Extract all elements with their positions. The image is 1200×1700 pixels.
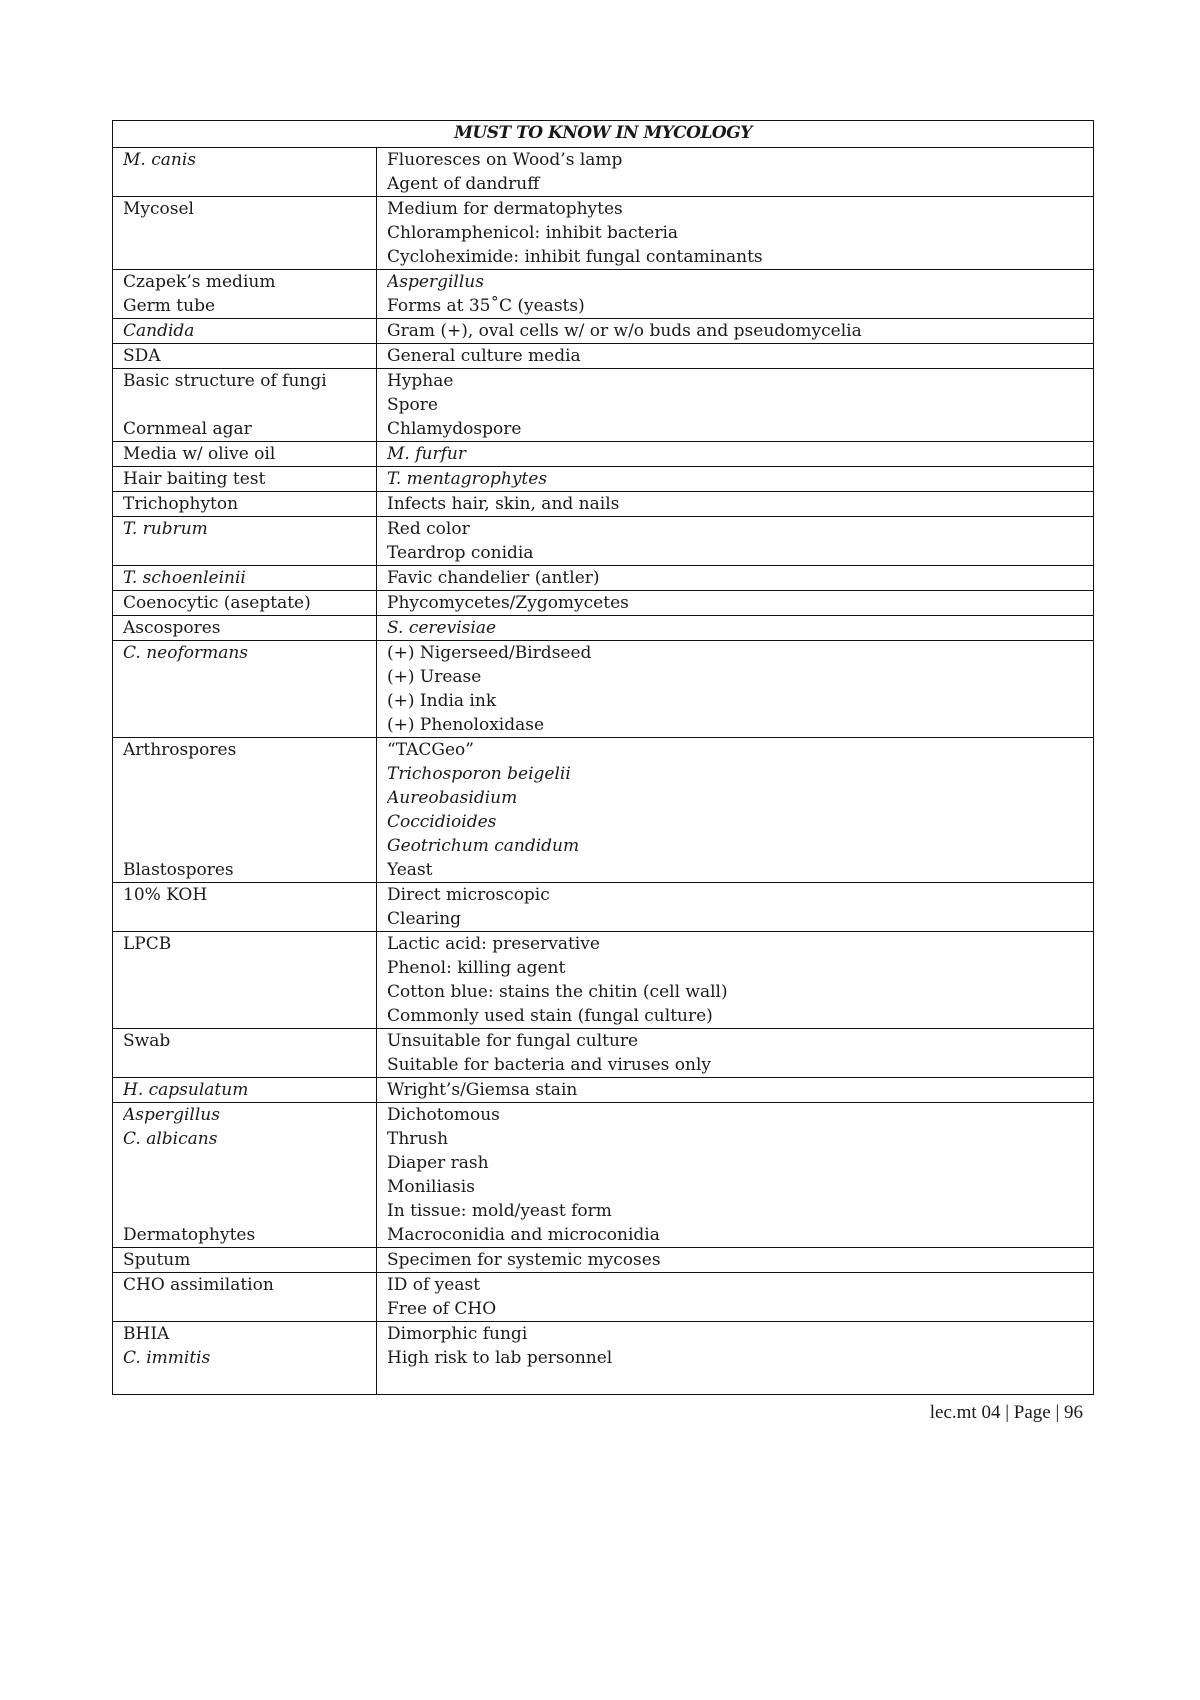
cell-line: Aspergillus (123, 1105, 220, 1125)
cell-line: (+) Phenoloxidase (387, 715, 545, 735)
table-row (113, 1273, 1094, 1322)
cell-line: C. neoformans (123, 643, 249, 663)
description-cell (377, 197, 1094, 270)
table-row (113, 270, 1094, 319)
table-row (113, 442, 1094, 467)
term-cell (113, 467, 377, 492)
table-row (113, 467, 1094, 492)
cell-line: Media w/ olive oil (123, 444, 276, 464)
cell-line: Forms at 35˚C (yeasts) (387, 296, 585, 316)
cell-line: Lactic acid: preservative (387, 934, 600, 954)
term-cell (113, 1322, 377, 1395)
cell-line: BHIA (123, 1324, 170, 1344)
description-cell (377, 344, 1094, 369)
table-row (113, 883, 1094, 932)
cell-line: Cycloheximide: inhibit fungal contaminants (387, 247, 763, 267)
term-cell (113, 197, 377, 270)
table-body (113, 148, 1094, 1395)
description-cell (377, 270, 1094, 319)
description-cell (377, 1248, 1094, 1273)
cell-line: Coccidioides (387, 812, 497, 832)
cell-line: Dichotomous (387, 1105, 500, 1125)
table-row (113, 738, 1094, 883)
cell-line: M. furfur (387, 444, 466, 464)
table-row (113, 641, 1094, 738)
table-row (113, 1322, 1094, 1395)
cell-line: Chlamydospore (387, 419, 522, 439)
cell-line: Dimorphic fungi (387, 1324, 528, 1344)
term-cell (113, 319, 377, 344)
cell-line: T. rubrum (123, 519, 208, 539)
cell-line (123, 762, 366, 786)
page-footer: lec.mt 04 | Page | 96 (929, 1402, 1083, 1423)
cell-line: Specimen for systemic mycoses (387, 1250, 661, 1270)
cell-line: Medium for dermatophytes (387, 199, 623, 219)
cell-line: LPCB (123, 934, 172, 954)
table-row (113, 344, 1094, 369)
cell-line: Red color (387, 519, 470, 539)
table-row (113, 1248, 1094, 1273)
cell-line (123, 834, 366, 858)
term-cell (113, 1103, 377, 1248)
description-cell (377, 591, 1094, 616)
term-cell (113, 1273, 377, 1322)
cell-line: Chloramphenicol: inhibit bacteria (387, 223, 679, 243)
cell-line (123, 786, 366, 810)
cell-line: Sputum (123, 1250, 191, 1270)
table-row (113, 319, 1094, 344)
term-cell (113, 566, 377, 591)
cell-line: SDA (123, 346, 161, 366)
term-cell (113, 1248, 377, 1273)
table-row (113, 1103, 1094, 1248)
cell-line: Gram (+), oval cells w/ or w/o buds and pseudomycelia (387, 321, 862, 341)
description-cell (377, 1078, 1094, 1103)
table-row (113, 369, 1094, 442)
cell-line: Fluoresces on Wood’s lamp (387, 150, 623, 170)
term-cell (113, 883, 377, 932)
cell-line: Trichosporon beigelii (387, 764, 571, 784)
table-row (113, 566, 1094, 591)
description-cell (377, 1103, 1094, 1248)
cell-line: Basic structure of fungi (123, 371, 327, 391)
term-cell (113, 344, 377, 369)
cell-line: Aureobasidium (387, 788, 518, 808)
cell-line: (+) India ink (387, 691, 497, 711)
term-cell (113, 641, 377, 738)
cell-line: T. schoenleinii (123, 568, 246, 588)
cell-line: Clearing (387, 909, 462, 929)
cell-line: Diaper rash (387, 1153, 489, 1173)
cell-line: CHO assimilation (123, 1275, 274, 1295)
cell-line: Moniliasis (387, 1177, 475, 1197)
cell-line: Dermatophytes (123, 1225, 256, 1245)
term-cell (113, 932, 377, 1029)
cell-line: H. capsulatum (123, 1080, 249, 1100)
cell-line: Aspergillus (387, 272, 484, 292)
cell-line: T. mentagrophytes (387, 469, 548, 489)
cell-line: Wright’s/Giemsa stain (387, 1080, 578, 1100)
description-cell (377, 641, 1094, 738)
description-cell (377, 148, 1094, 197)
description-cell (377, 467, 1094, 492)
description-cell (377, 517, 1094, 566)
cell-line: General culture media (387, 346, 581, 366)
description-cell (377, 932, 1094, 1029)
cell-line: S. cerevisiae (387, 618, 497, 638)
cell-line: Mycosel (123, 199, 194, 219)
cell-line: Cornmeal agar (123, 419, 252, 439)
cell-line: Hair baiting test (123, 469, 266, 489)
cell-line: Unsuitable for fungal culture (387, 1031, 639, 1051)
table-row (113, 1029, 1094, 1078)
cell-line: (+) Urease (387, 667, 482, 687)
cell-line (123, 393, 366, 417)
description-cell (377, 1273, 1094, 1322)
table-row (113, 148, 1094, 197)
cell-line: High risk to lab personnel (387, 1348, 613, 1368)
cell-line: Suitable for bacteria and viruses only (387, 1055, 711, 1075)
cell-line: C. immitis (123, 1348, 211, 1368)
cell-line: Macroconidia and microconidia (387, 1225, 660, 1245)
cell-line: Cotton blue: stains the chitin (cell wall) (387, 982, 728, 1002)
cell-line: “TACGeo” (387, 740, 474, 760)
cell-line (123, 1370, 366, 1394)
cell-line: ID of yeast (387, 1275, 481, 1295)
description-cell (377, 1029, 1094, 1078)
term-cell (113, 492, 377, 517)
table-header-row (113, 121, 1094, 148)
cell-line: 10% KOH (123, 885, 208, 905)
cell-line: Favic chandelier (antler) (387, 568, 600, 588)
cell-line: Agent of dandruff (387, 174, 540, 194)
cell-line: Teardrop conidia (387, 543, 534, 563)
cell-line (387, 1370, 1083, 1394)
cell-line: Direct microscopic (387, 885, 550, 905)
table-row (113, 517, 1094, 566)
cell-line (123, 1199, 366, 1223)
cell-line: Czapek’s medium (123, 272, 276, 292)
cell-line (123, 810, 366, 834)
table-row (113, 1078, 1094, 1103)
cell-line: M. canis (123, 150, 196, 170)
cell-line: Hyphae (387, 371, 454, 391)
term-cell (113, 738, 377, 883)
description-cell (377, 616, 1094, 641)
table-title: MUST TO KNOW IN MYCOLOGY (113, 121, 1094, 148)
cell-line: Candida (123, 321, 195, 341)
cell-line: Yeast (387, 860, 433, 880)
cell-line: Germ tube (123, 296, 216, 316)
table-row (113, 591, 1094, 616)
cell-line: Infects hair, skin, and nails (387, 494, 620, 514)
cell-line: Trichophyton (123, 494, 239, 514)
term-cell (113, 369, 377, 442)
cell-line: C. albicans (123, 1129, 218, 1149)
term-cell (113, 616, 377, 641)
description-cell (377, 369, 1094, 442)
table-row (113, 197, 1094, 270)
cell-line: Phycomycetes/Zygomycetes (387, 593, 629, 613)
term-cell (113, 591, 377, 616)
term-cell (113, 148, 377, 197)
description-cell (377, 492, 1094, 517)
cell-line: Coenocytic (aseptate) (123, 593, 311, 613)
term-cell (113, 1029, 377, 1078)
description-cell (377, 738, 1094, 883)
mycology-table (112, 120, 1094, 1395)
cell-line: Spore (387, 395, 438, 415)
term-cell (113, 1078, 377, 1103)
cell-line: Geotrichum candidum (387, 836, 580, 856)
cell-line: Thrush (387, 1129, 449, 1149)
term-cell (113, 442, 377, 467)
cell-line: Swab (123, 1031, 171, 1051)
description-cell (377, 319, 1094, 344)
description-cell (377, 883, 1094, 932)
table-row (113, 616, 1094, 641)
cell-line: In tissue: mold/yeast form (387, 1201, 612, 1221)
term-cell (113, 517, 377, 566)
term-cell (113, 270, 377, 319)
cell-line: (+) Nigerseed/Birdseed (387, 643, 592, 663)
description-cell (377, 442, 1094, 467)
description-cell (377, 566, 1094, 591)
cell-line: Ascospores (123, 618, 221, 638)
description-cell (377, 1322, 1094, 1395)
cell-line: Blastospores (123, 860, 234, 880)
cell-line: Phenol: killing agent (387, 958, 566, 978)
cell-line (123, 1175, 366, 1199)
cell-line: Commonly used stain (fungal culture) (387, 1006, 713, 1026)
table-row (113, 932, 1094, 1029)
cell-line: Arthrospores (123, 740, 237, 760)
cell-line (123, 1151, 366, 1175)
cell-line: Free of CHO (387, 1299, 497, 1319)
table-row (113, 492, 1094, 517)
